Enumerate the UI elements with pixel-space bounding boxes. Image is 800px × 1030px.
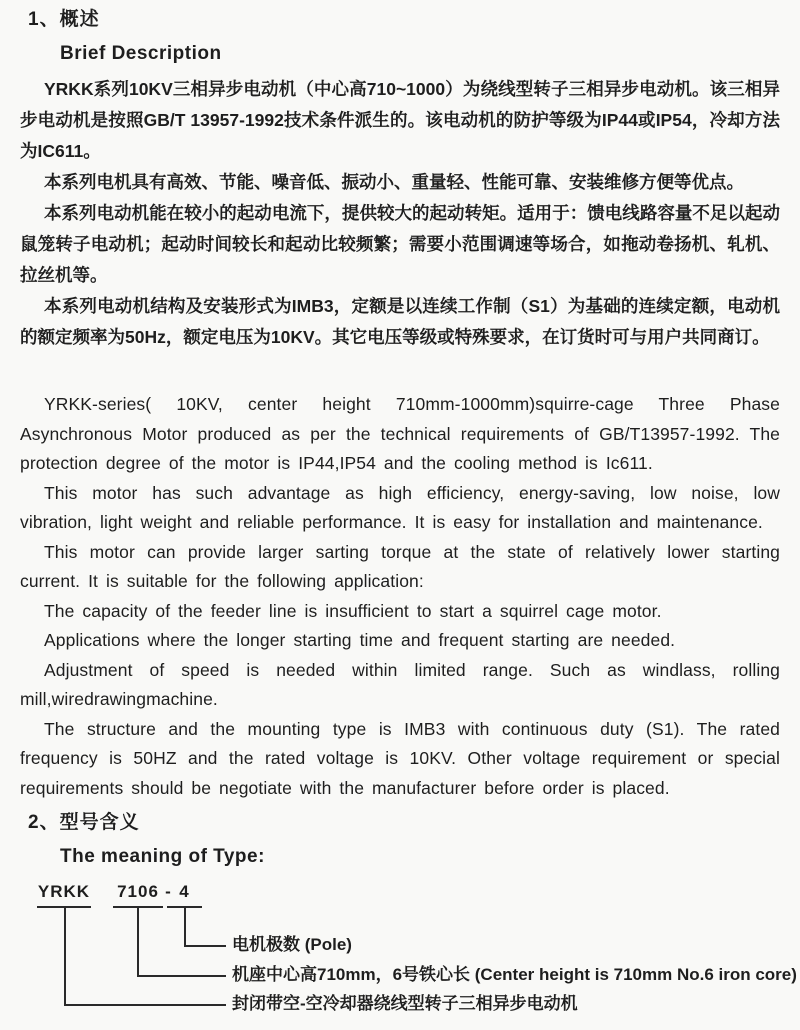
connector-line-frame-horizontal bbox=[137, 975, 226, 977]
paragraph-en-6: Adjustment of speed is needed within limited range. Such as windlass, rolling mill,wiredrawingmachine. bbox=[20, 659, 780, 709]
connector-line-series-vertical bbox=[64, 907, 66, 1006]
paragraph-cn-3: 本系列电动机能在较小的起动电流下，提供较大的起动转矩。适用于：馈电线路容量不足以起动鼠笼转子电动机；起动时间较长和起动比较频繁；需要小范围调速等场合，如拖动卷扬机、轧机、拉丝机等。 bbox=[20, 203, 780, 285]
type-code-label-series: 封闭带空-空冷却器绕线型转子三相异步电动机 bbox=[232, 994, 578, 1013]
type-code-series: YRKK bbox=[37, 882, 91, 908]
type-code-dash: - bbox=[165, 882, 171, 901]
chinese-description-block bbox=[20, 74, 780, 384]
paragraph-en-5: Applications where the longer starting time and frequent starting are needed. bbox=[44, 630, 676, 650]
english-description-block bbox=[20, 390, 780, 803]
section1-heading-cn: 1、概述 bbox=[28, 9, 100, 30]
paragraph-cn-1: YRKK系列10KV三相异步电动机（中心高710~1000）为绕线型转子三相异步电动机。该三相异步电动机是按照GB/T 13957-1992技术条件派生的。该电动机的防护等级为IP44或IP54，冷却方法为IC611。 bbox=[20, 79, 780, 161]
connector-line-series-horizontal bbox=[64, 1004, 226, 1006]
paragraph-cn-4: 本系列电动机结构及安装形式为IMB3，定额是以连续工作制（S1）为基础的连续定额，电动机的额定频率为50Hz，额定电压为10KV。其它电压等级或特殊要求，在订货时可与用户共同商订。 bbox=[20, 296, 780, 347]
paragraph-en-2: This motor has such advantage as high efficiency, energy-saving, low noise, low vibration, light weight and reliable performance. It is easy for installation and maintenance. bbox=[20, 482, 780, 532]
connector-line-pole-vertical bbox=[184, 907, 186, 947]
type-code-pole: 4 bbox=[167, 882, 202, 908]
paragraph-cn-2: 本系列电机具有高效、节能、噪音低、振动小、重量轻、性能可靠、安装维修方便等优点。 bbox=[44, 172, 744, 192]
type-code-label-pole: 电机极数 (Pole) bbox=[232, 935, 352, 954]
section2-heading-cn: 2、型号含义 bbox=[28, 812, 140, 833]
type-code-diagram bbox=[20, 879, 797, 1029]
paragraph-en-3: This motor can provide larger sarting torque at the state of relatively lower starting current. It is suitable for the following application: bbox=[20, 541, 780, 591]
type-code-frame: 7106 bbox=[113, 882, 163, 908]
paragraph-en-1: YRKK-series( 10KV, center height 710mm-1000mm)squirre-cage Three Phase Asynchronous Motor produced as per the technical requirements of GB/T13957-1992. The protection degree of the motor is IP44,IP54 and the cooling method is Ic611. bbox=[20, 394, 780, 473]
connector-line-pole-horizontal bbox=[184, 945, 226, 947]
section2-heading-en: The meaning of Type: bbox=[60, 846, 265, 867]
paragraph-en-7: The structure and the mounting type is IMB3 with continuous duty (S1). The rated frequency is 50HZ and the rated voltage is 10KV. Other voltage requirement or special requirements should be negotiate with the manufacturer before order is placed. bbox=[20, 718, 780, 798]
type-code-label-frame: 机座中心高710mm，6号铁心长 (Center height is 710mm No.6 iron core) bbox=[232, 965, 797, 984]
section1-heading-en: Brief Description bbox=[60, 43, 222, 64]
connector-line-frame-vertical bbox=[137, 907, 139, 977]
paragraph-en-4: The capacity of the feeder line is insufficient to start a squirrel cage motor. bbox=[44, 600, 662, 621]
